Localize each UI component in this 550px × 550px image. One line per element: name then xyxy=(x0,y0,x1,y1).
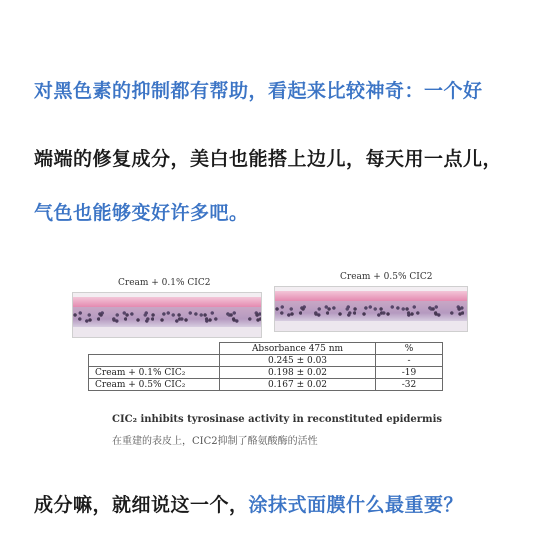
table-row xyxy=(89,379,443,391)
header-percent: % xyxy=(376,343,443,355)
table-header-row xyxy=(89,343,443,355)
text-line-1: 对黑色素的抑制都有帮助，看起来比较神奇：一个好 xyxy=(34,80,483,102)
bottom-line-blue-part: 涂抹式面膜什么最重要？ xyxy=(248,494,464,516)
bottom-line-black-part: 成分嘛，就细说这一个， xyxy=(34,494,249,516)
table-row xyxy=(89,355,443,367)
table-corner-cell xyxy=(89,343,220,355)
row-percent: -19 xyxy=(376,367,443,379)
text-line-2: 端端的修复成分，美白也能搭上边儿，每天用一点儿， xyxy=(34,148,503,170)
row-label xyxy=(89,355,220,367)
row-percent: - xyxy=(376,355,443,367)
bottom-line xyxy=(34,490,463,517)
absorbance-table xyxy=(88,342,443,391)
figure-caption-chinese: 在重建的表皮上，CIC2抑制了酪氨酸酶的活性 xyxy=(112,436,318,447)
tissue-image-right xyxy=(274,286,468,332)
panel-right-label: Cream + 0.5% CIC2 xyxy=(340,272,433,282)
row-percent: -32 xyxy=(376,379,443,391)
row-absorbance: 0.167 ± 0.02 xyxy=(220,379,376,391)
text-line-3: 气色也能够变好许多吧。 xyxy=(34,202,249,224)
row-label: Cream + 0.1% CIC₂ xyxy=(89,367,220,379)
header-absorbance: Absorbance 475 nm xyxy=(220,343,376,355)
row-absorbance: 0.245 ± 0.03 xyxy=(220,355,376,367)
row-absorbance: 0.198 ± 0.02 xyxy=(220,367,376,379)
row-label: Cream + 0.5% CIC₂ xyxy=(89,379,220,391)
table-row xyxy=(89,367,443,379)
figure-caption-english: CIC₂ inhibits tyrosinase activity in reconstituted epidermis xyxy=(112,414,443,425)
tissue-image-left xyxy=(72,292,262,338)
panel-left-label: Cream + 0.1% CIC2 xyxy=(118,278,211,288)
